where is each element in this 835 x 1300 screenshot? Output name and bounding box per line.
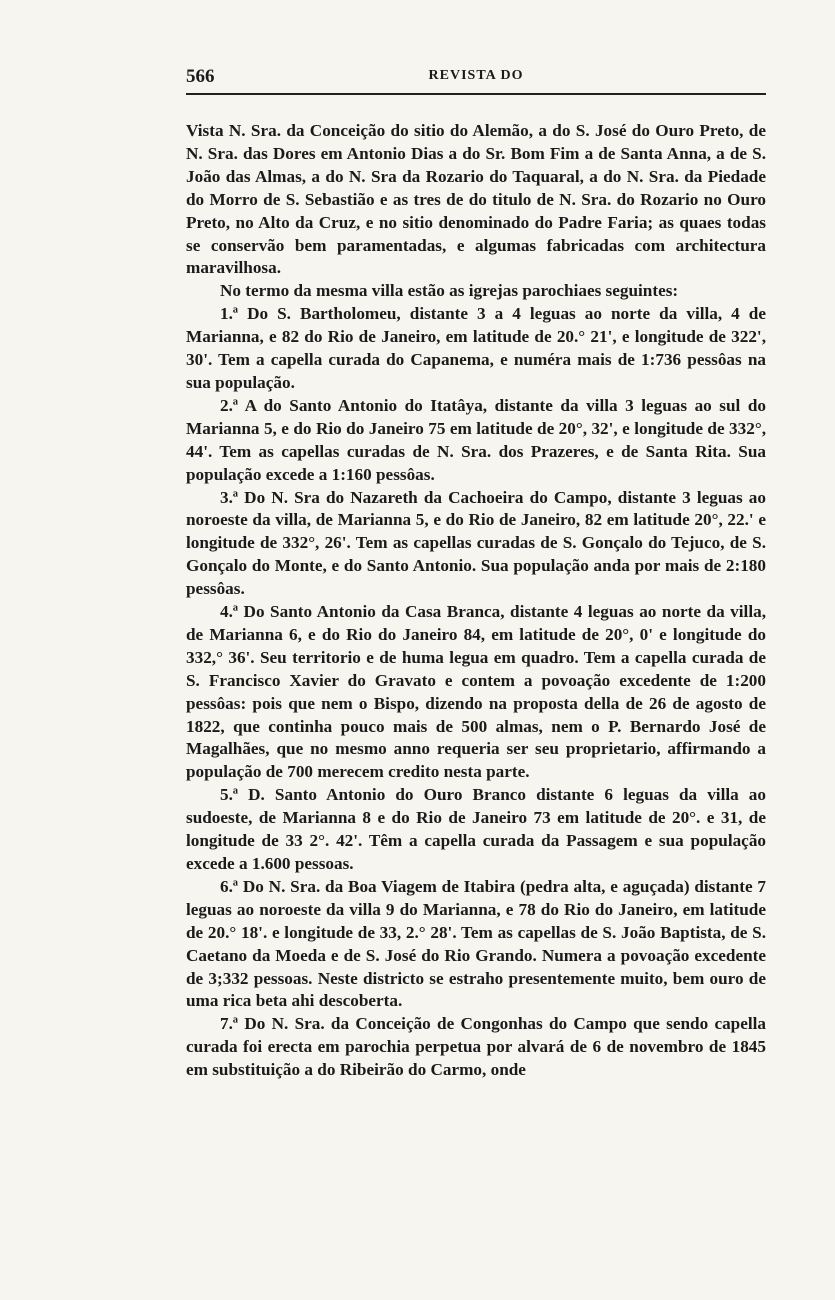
page-header — [186, 66, 766, 90]
header-rule — [186, 93, 766, 95]
paragraph-item-5: 5.ª D. Santo Antonio do Ouro Branco distante 6 leguas da villa ao sudoeste, de Marianna 8 e do Rio de Janeiro 73 em latitude de 20°. e 31, de longitude de 33 2°. 42'. Têm a capella curada da Passagem e sua população excede a 1.600 pessoas. — [186, 785, 766, 873]
paragraph-intro: No termo da mesma villa estão as igrejas parochiaes seguintes: — [220, 281, 679, 301]
paragraph-item-4: 4.ª Do Santo Antonio da Casa Branca, distante 4 leguas ao norte da villa, de Marianna 6, e do Rio do Janeiro 84, em latitude de 20°, 0' e longitude do 332,° 36'. Seu territorio e de huma legua em quadro. Tem a capella curada de S. Francisco Xavier do Gravato e contem a povoação excedente de 1:200 pessôas: pois que nem o Bispo, dizendo na proposta della de 26 de agosto de 1822, que continha pouco mais de 500 almas, nem o P. Bernardo José de Magalhães, que no mesmo anno requeria ser seu proprietario, affirmando a população de 700 merecem credito nesta parte. — [186, 602, 766, 782]
paragraph-item-3: 3.ª Do N. Sra do Nazareth da Cachoeira do Campo, distante 3 leguas ao noroeste da villa, de Marianna 5, e do Rio de Janeiro, 82 em latitude 20°, 22.' e longitude de 332°, 26'. Tem as capellas curadas de S. Gonçalo do Tejuco, de S. Gonçalo do Monte, e do Santo Antonio. Sua população anda por mais de 2:180 pessôas. — [186, 487, 766, 599]
paragraph-item-6: 6.ª Do N. Sra. da Boa Viagem de Itabira (pedra alta, e aguçada) distante 7 leguas ao noroeste da villa 9 do Marianna, e 78 do Rio do Janeiro, em latitude de 20.° 18'. e longitude de 33, 2.° 28'. Tem as capellas de S. João Baptista, de S. Caetano da Moeda e de S. José do Rio Grando. Numera a povoação excedente de 3;332 pessoas. Neste districto se estraho presentemente muito, bem ouro de uma rica beta ahi descoberta. — [186, 876, 766, 1011]
paragraph-item-7: 7.ª Do N. Sra. da Conceição de Congonhas do Campo que sendo capella curada foi erecta em parochia perpetua por alvará de 6 de novembro de 1845 em substituição a do Ribeirão do Carmo, onde — [186, 1014, 766, 1080]
page-number: 566 — [186, 66, 215, 87]
paragraph-continued: Vista N. Sra. da Conceição do sitio do Alemão, a do S. José do Ouro Preto, de N. Sra. das Dores em Antonio Dias a do Sr. Bom Fim a de Santa Anna, a de S. João das Almas, a do N. Sra da Rozario do Taquaral, a do N. Sra. da Piedade do Morro de S. Sebastião e as tres de do titulo de N. Sra. do Rozario no Ouro Preto, no Alto da Cruz, e no sitio denominado do Padre Faria; as quaes todas se conservão bem paramentadas, e algumas fabricadas com architectura maravilhosa. — [186, 121, 766, 278]
paragraph-item-1: 1.ª Do S. Bartholomeu, distante 3 a 4 leguas ao norte da villa, 4 de Marianna, e 82 do Rio de Janeiro, em latitude de 20.° 21', e longitude de 322', 30'. Tem a capella curada do Capanema, e numéra mais de 1:736 pessôas na sua população. — [186, 304, 766, 392]
running-title: REVISTA DO — [428, 68, 524, 83]
body-text — [186, 120, 766, 1082]
paragraph-item-2: 2.ª A do Santo Antonio do Itatâya, distante da villa 3 leguas ao sul do Marianna 5, e do Rio do Janeiro 75 em latitude de 20°, 32', e longitude de 332°, 44'. Tem as capellas curadas de N. Sra. dos Prazeres, e de Santa Rita. Sua população excede a 1:160 pessôas. — [186, 395, 766, 484]
